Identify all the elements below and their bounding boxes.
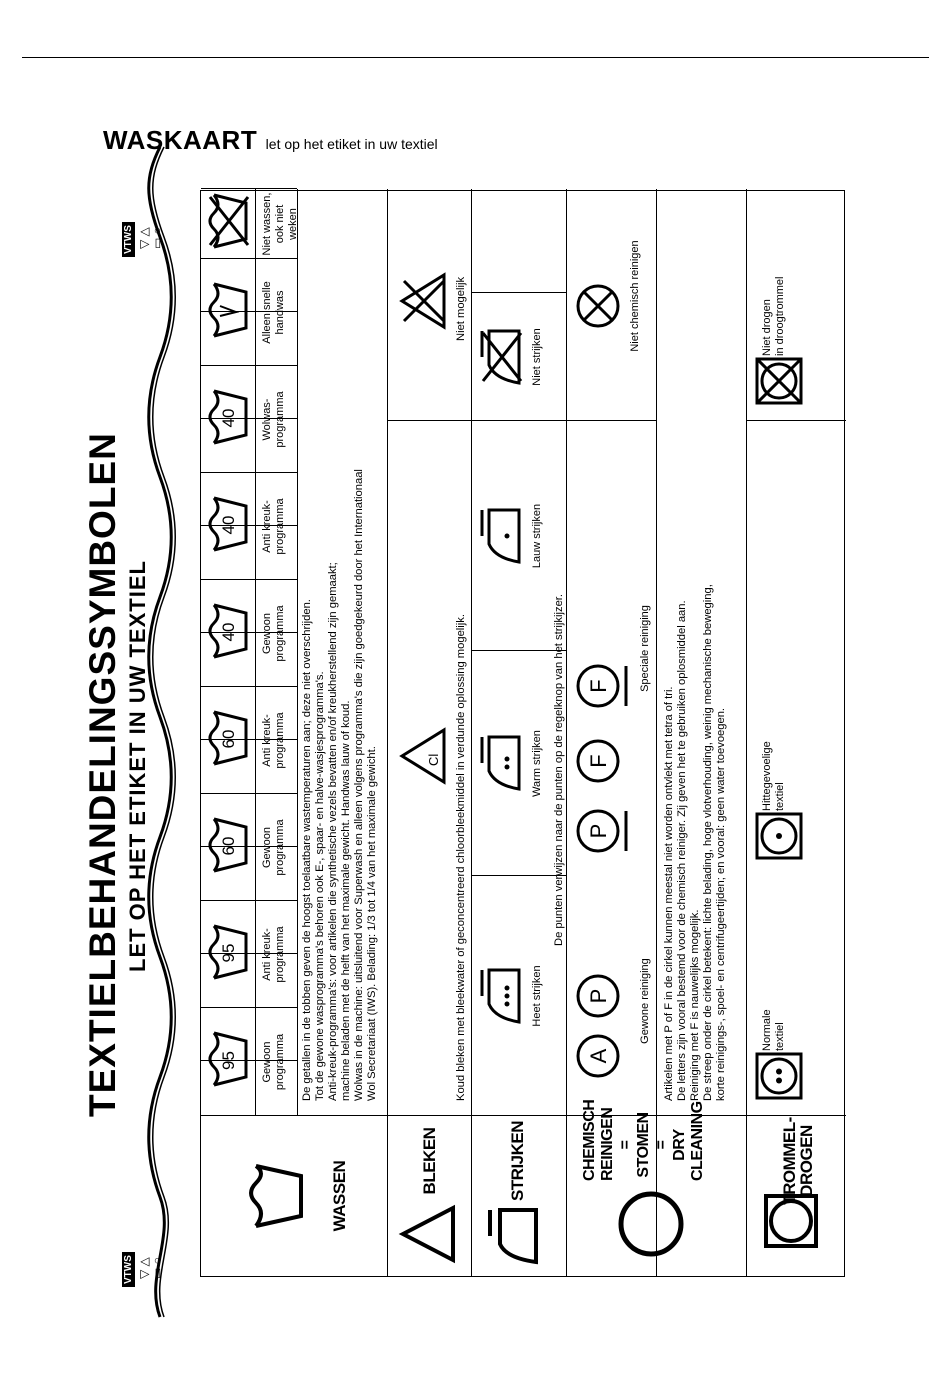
iron-note: De punten verwijzen naar de punten op de regelknop van het strijkijzer. — [553, 593, 565, 946]
top-rule — [22, 57, 929, 58]
dry-clean-caption: Niet chemisch reinigen — [629, 240, 641, 352]
iron-caption: Lauw strijken — [531, 503, 543, 569]
wash-temperature: 60 — [219, 729, 238, 749]
dry-clean-caption: Speciale reiniging — [639, 605, 651, 692]
category-wassen: WASSEN — [201, 1116, 387, 1276]
wash-caption: Alleen snelle handwas — [261, 281, 286, 344]
wash-temperature: 40 — [219, 515, 238, 535]
wash-tub-icon — [206, 192, 250, 252]
iron-icon — [486, 1206, 546, 1266]
card-banner: LET OP HET ETIKET IN UW TEXTIEL — [125, 560, 150, 972]
wash-tub-icon — [246, 1161, 306, 1231]
dry-clean-letter: F — [586, 679, 611, 693]
iron-caption: Warm strijken — [531, 730, 543, 797]
dry-clean-letter: F — [586, 754, 611, 768]
dry-clean-letter: P — [586, 823, 611, 839]
tumble-dry-icon — [754, 811, 804, 861]
symbol-table: WASSEN BLEKEN STRIJKEN CHEMISCH REINIGEN = STOMEN = DRY CLEANING TROMMEL- DROGEN 95 Gewoon programma 95 Anti kreuk- programma 60 Gewoon programma 60 Anti kreuk- programma 40 Gewoon programma 40 Anti kreuk- programma 40 Wolwas- programma Alleen snelle handwas Niet wassen, ook niet weken De getallen in de tobben geven de hoogst toelaatbare wastemperaturen aan; deze niet overschrijden. Tot de gewone wasprogramma's behoren ook E-, spaar- en halve-wasjesprogramma's. Anti-kreuk-programma's: voor artikelen die synthetische vezels bevatten en/of kreukherstellend zijn gemaakt; machine beladen met de helft van het maximale gewicht. Handwas lauw of koud. Wolwas in de machine: uitsluitend voor Superwash en alleen volgens programma's die zijn goedgekeurd door het Internationaal Wol Secretariaat (IWS). Belading: 1/3 tot 1/4 van het maximale gewicht. Cl Koud bleken met bleekwater of geconcentreerd chloorbleekmiddel in verdunde oplossing mogelijk. Niet mogelijk Heet strijken Warm strijken Lauw strijken Niet strijken De punten verwijzen naar de punten op de regelknop van het strijkijzer. A P P F F Gewone reiniging Speciale reiniging Niet chemisch reinigen Artikelen met P of F in de cirkel kunnen meestal niet worden ontvlekt met tetra of tri. De letters zijn vooral bestemd voor de chemisch reiniger. Zij geven het te gebruiken oplosmiddel aan. Reiniging met F is nauwelijks mogelijk. De streep onder de cirkel betekent: lichte belading, hoge vlotverhouding, weinig mechanische beweging, korte reinigings-, spoel- en centrifugeertijden; en vooral: geen water toevoegen. Normale textiel Hittegevoelige textiel Niet drogen in droogtrommel — [200, 190, 845, 1277]
vtws-logo-left: VTWS ▽ △ ▭ ○ — [122, 1232, 170, 1287]
iron-icon — [479, 734, 524, 794]
bleach-triangle-icon — [399, 1204, 459, 1264]
bleach-not-label: Niet mogelijk — [455, 276, 467, 341]
category-bleken: BLEKEN — [387, 1116, 471, 1276]
bleach-not-icon — [398, 271, 448, 331]
care-symbols-card — [82, 187, 855, 1284]
iron-caption: Niet strijken — [531, 328, 543, 386]
wash-caption: Wolwas- programma — [261, 391, 286, 448]
bleach-cl-label: Cl — [426, 753, 441, 766]
tumble-dry-icon — [754, 356, 804, 406]
wash-tub-icon — [206, 280, 250, 340]
dry-clean-letter: A — [586, 1048, 611, 1064]
iron-icon — [479, 966, 524, 1026]
vtws-logo-right: VTWS ▽ △ ▭ ○ — [122, 202, 170, 257]
category-strijken: STRIJKEN — [471, 1116, 566, 1276]
wash-caption: Gewoon programma — [261, 819, 286, 876]
tumble-caption: Niet drogen in droogtrommel — [761, 276, 786, 356]
tumble-caption: Normale textiel — [761, 1009, 786, 1051]
dry-clean-letter: P — [586, 988, 611, 1004]
wash-caption: Niet wassen, ook niet weken — [261, 192, 299, 256]
card-title: TEXTIELBEHANDELINGSSYMBOLEN — [82, 432, 123, 1117]
wash-caption: Anti kreuk- programma — [261, 926, 286, 983]
dry-clean-caption: Gewone reiniging — [639, 958, 651, 1044]
wash-temperature: 40 — [219, 408, 238, 428]
heading-subtitle: let op het etiket in uw textiel — [265, 136, 438, 152]
iron-icon — [479, 327, 524, 387]
iron-icon — [479, 506, 524, 566]
iron-caption: Heet strijken — [531, 965, 543, 1027]
wash-caption: Anti kreuk- programma — [261, 712, 286, 769]
wash-caption: Gewoon programma — [261, 605, 286, 662]
wash-temperature: 60 — [219, 836, 238, 856]
bleach-text: Koud bleken met bleekwater of geconcentreerd chloorbleekmiddel in verdunde oplossing mogelijk. — [455, 614, 467, 1101]
category-trommel: TROMMEL- DROGEN — [746, 1116, 846, 1276]
wash-caption: Anti kreuk- programma — [261, 498, 286, 555]
category-chemisch: CHEMISCH REINIGEN = STOMEN = DRY CLEANING — [566, 1116, 746, 1276]
heading-title: WASKAART — [103, 125, 258, 155]
tumble-caption: Hittegevoelige textiel — [761, 741, 786, 811]
wash-caption: Gewoon programma — [261, 1033, 286, 1091]
dry-clean-circle-icon — [616, 1189, 686, 1259]
wash-temperature: 95 — [219, 943, 238, 963]
tumble-dry-icon — [754, 1051, 804, 1101]
wash-temperature: 95 — [219, 1051, 238, 1070]
wash-temperature: 40 — [219, 622, 238, 642]
no-dry-clean-icon — [576, 281, 626, 331]
